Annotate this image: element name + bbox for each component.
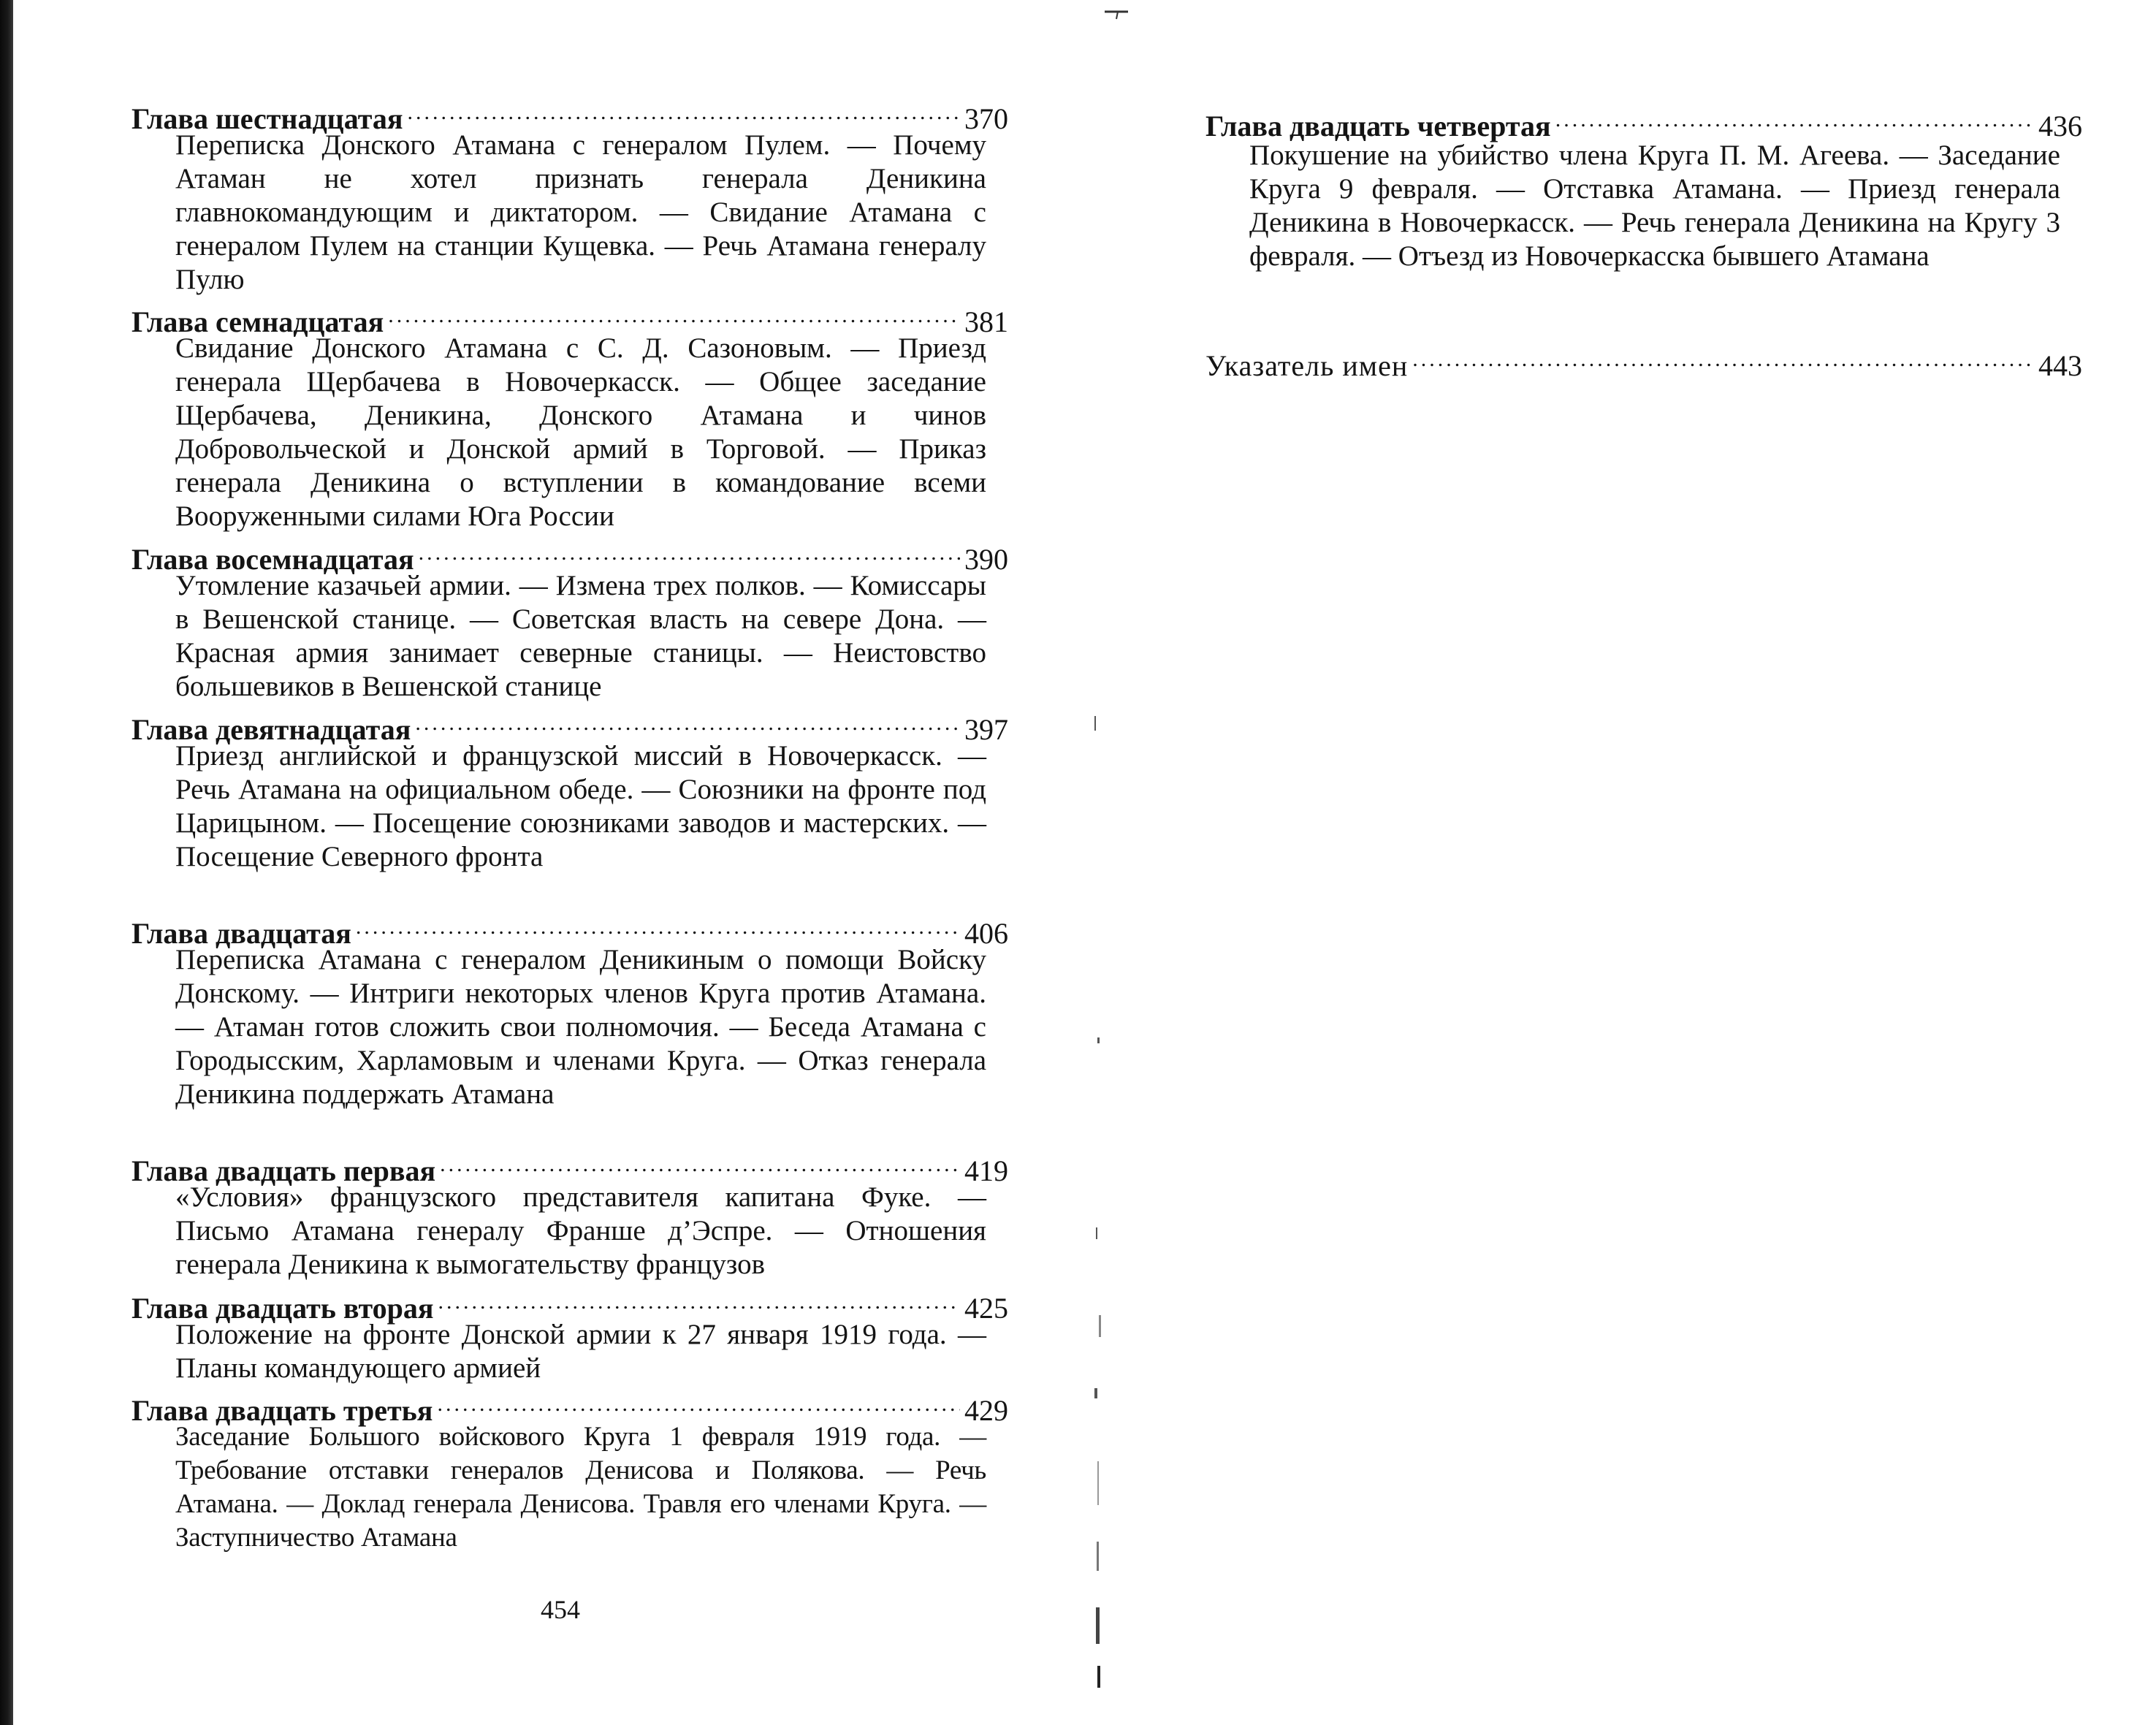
chapter-summary: Утомление казачьей армии. — Измена трех полков. — Комиссары в Вешенской станице. — Советская власть на севере Дона. — Красная армия занимает северные станицы. — Неистовство большевиков в Вешенской станице <box>175 570 986 702</box>
chapter-page-number: 429 <box>964 1394 1008 1427</box>
chapter-heading <box>132 95 1008 135</box>
dot-leader <box>438 1284 960 1318</box>
scan-artifact-mark <box>1102 7 1131 20</box>
toc-entry <box>132 706 1008 874</box>
toc-entry <box>132 910 1008 1111</box>
chapter-summary: Положение на фронте Донской армии к 27 января 1919 года. — Планы командующего армией <box>175 1319 986 1384</box>
dot-leader <box>407 95 960 129</box>
chapter-heading <box>132 536 1008 576</box>
dot-leader <box>388 298 960 332</box>
toc-entry <box>132 298 1008 533</box>
toc-entry <box>132 536 1008 704</box>
chapter-summary: Заседание Большого войскового Круга 1 февраля 1919 года. — Требование отставки генералов Денисова и Полякова. — Речь Атамана. — Доклад генерала Денисова. Травля его членами Круга. — Заступничество Атамана <box>175 1422 986 1553</box>
chapter-page-number: 436 <box>2038 110 2082 142</box>
chapter-title: Глава девятнадцатая <box>132 713 411 746</box>
chapter-page-number: 397 <box>964 713 1008 746</box>
chapter-page-number: 406 <box>964 917 1008 950</box>
chapter-page-number: 370 <box>964 102 1008 135</box>
chapter-title: Глава двадцать третья <box>132 1394 433 1427</box>
chapter-page-number: 419 <box>964 1154 1008 1187</box>
chapter-title: Глава шестнадцатая <box>132 102 403 135</box>
left-page <box>132 0 1008 1725</box>
dot-leader <box>415 706 960 739</box>
toc-entry <box>132 1147 1008 1282</box>
toc-entry <box>132 1387 1008 1555</box>
chapter-heading <box>1205 102 2082 142</box>
dot-leader <box>1555 102 2034 136</box>
toc-entry <box>132 95 1008 297</box>
chapter-title: Глава семнадцатая <box>132 305 384 338</box>
right-page <box>1205 0 2082 1725</box>
chapter-page-number: 381 <box>964 305 1008 338</box>
chapter-heading <box>132 706 1008 746</box>
page-edge-shadow <box>0 0 13 1725</box>
toc-entry <box>132 1284 1008 1385</box>
chapter-title: Глава двадцать четвертая <box>1205 110 1551 142</box>
chapter-heading <box>132 1284 1008 1325</box>
dot-leader <box>1412 342 2034 376</box>
chapter-title: Глава двадцать первая <box>132 1154 436 1187</box>
index-heading <box>1205 342 2082 383</box>
index-title: Указатель имен <box>1205 349 1409 382</box>
dot-leader <box>437 1387 960 1420</box>
chapter-page-number: 390 <box>964 543 1008 576</box>
index-page-number: 443 <box>2038 349 2082 382</box>
chapter-heading <box>132 1387 1008 1427</box>
chapter-title: Глава восемнадцатая <box>132 543 414 576</box>
gutter-shadow <box>1090 658 1108 1725</box>
dot-leader <box>419 536 960 569</box>
chapter-summary: Покушение на убийство члена Круга П. М. Агеева. — Заседание Круга 9 февраля. — Отставка Атамана. — Приезд генерала Деникина в Новочеркасск. — Речь генерала Деникина на Кругу 3 февраля. — Отъезд из Новочеркасска бывшего Атамана <box>1249 140 2060 272</box>
chapter-summary: Приезд английской и французской миссий в Новочеркасск. — Речь Атамана на официальном обеде. — Союзники на фронте под Царицыном. — Посещение союзниками заводов и мастерских. — Посещение Северного фронта <box>175 740 986 872</box>
chapter-summary: Переписка Атамана с генералом Деникиным о помощи Войску Донскому. — Интриги некоторых членов Круга против Атамана. — Атаман готов сложить свои полномочия. — Беседа Атамана с Городысским, Харламовым и членами Круга. — Отказ генерала Деникина поддержать Атамана <box>175 944 986 1110</box>
dot-leader <box>440 1147 960 1181</box>
chapter-title: Глава двадцать вторая <box>132 1292 434 1325</box>
dot-leader <box>356 910 960 943</box>
chapter-title: Глава двадцатая <box>132 917 351 950</box>
chapter-heading <box>132 1147 1008 1187</box>
chapter-page-number: 425 <box>964 1292 1008 1325</box>
chapter-heading <box>132 910 1008 950</box>
page-folio-number: 454 <box>541 1595 580 1624</box>
chapter-summary: «Условия» французского представителя капитана Фуке. — Письмо Атамана генералу Франше д’Эспре. — Отношения генерала Деникина к вымогательству французов <box>175 1181 986 1280</box>
chapter-summary: Переписка Донского Атамана с генералом Пулем. — Почему Атаман не хотел признать генерала Деникина главнокомандующим и диктатором. — Свидание Атамана с генералом Пулем на станции Кущевка. — Речь Атамана генералу Пулю <box>175 129 986 295</box>
chapter-summary: Свидание Донского Атамана с С. Д. Сазоновым. — Приезд генерала Щербачева в Новочеркасск. — Общее заседание Щербачева, Деникина, Донского Атамана и чинов Добровольческой и Донской армий в Торговой. — Приказ генерала Деникина о вступлении в командование всеми Вооруженными силами Юга России <box>175 332 986 532</box>
index-entry <box>1205 342 2082 383</box>
toc-entry <box>1205 102 2082 273</box>
chapter-heading <box>132 298 1008 338</box>
